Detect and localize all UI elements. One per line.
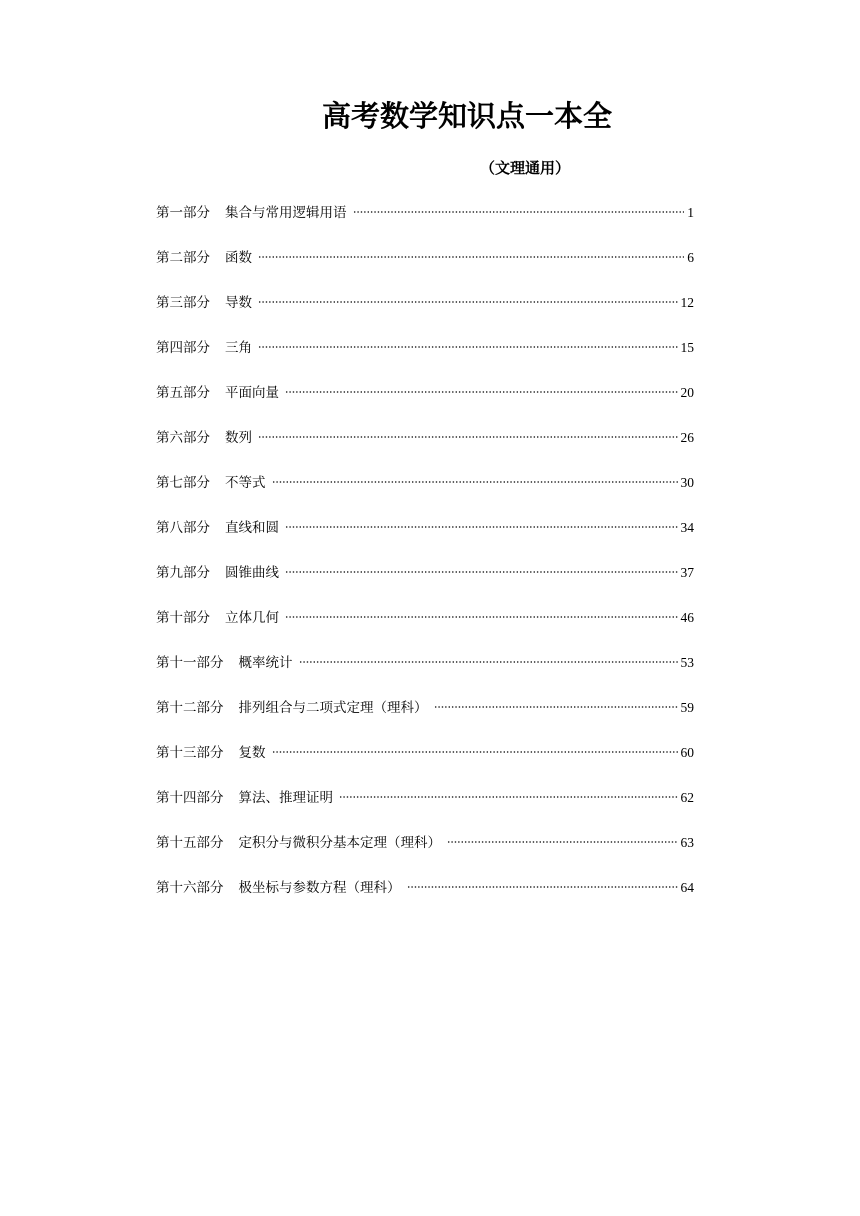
toc-page-number: 15 bbox=[680, 340, 694, 355]
toc-section-name: 算法、推理证明 bbox=[238, 790, 333, 806]
toc-dot-leader bbox=[285, 570, 678, 574]
toc-entry[interactable] bbox=[156, 337, 694, 382]
toc-page-number: 12 bbox=[680, 295, 694, 310]
toc-page-number: 62 bbox=[680, 790, 694, 805]
toc-entry[interactable] bbox=[156, 652, 694, 697]
toc-section-name: 集合与常用逻辑用语 bbox=[225, 205, 347, 221]
toc-dot-leader bbox=[299, 660, 678, 664]
toc-section-name: 直线和圆 bbox=[225, 520, 279, 536]
toc-entry[interactable] bbox=[156, 877, 694, 922]
toc-dot-leader bbox=[258, 435, 678, 439]
toc-entry[interactable] bbox=[156, 382, 694, 427]
table-of-contents bbox=[156, 202, 694, 922]
toc-entry[interactable] bbox=[156, 697, 694, 742]
toc-page-number: 37 bbox=[680, 565, 694, 580]
toc-part-label: 第二部分 bbox=[156, 250, 210, 266]
toc-page-number: 60 bbox=[680, 745, 694, 760]
toc-entry[interactable] bbox=[156, 427, 694, 472]
toc-entry[interactable] bbox=[156, 202, 694, 247]
toc-part-label: 第十二部分 bbox=[156, 700, 224, 716]
toc-part-label: 第十六部分 bbox=[156, 880, 224, 896]
toc-dot-leader bbox=[272, 750, 678, 754]
toc-part-label: 第四部分 bbox=[156, 340, 210, 356]
toc-section-name: 导数 bbox=[225, 295, 252, 311]
toc-entry[interactable] bbox=[156, 787, 694, 832]
toc-dot-leader bbox=[258, 345, 678, 349]
toc-entry[interactable] bbox=[156, 832, 694, 877]
toc-page-number: 53 bbox=[680, 655, 694, 670]
toc-section-name: 排列组合与二项式定理（理科） bbox=[238, 700, 428, 716]
toc-part-label: 第十部分 bbox=[156, 610, 210, 626]
toc-section-name: 复数 bbox=[238, 745, 266, 761]
toc-dot-leader bbox=[258, 300, 678, 304]
toc-dot-leader bbox=[407, 885, 678, 889]
toc-dot-leader bbox=[353, 210, 685, 214]
toc-section-name: 三角 bbox=[225, 340, 252, 356]
toc-section-name: 数列 bbox=[225, 430, 252, 446]
toc-page-number: 1 bbox=[687, 205, 694, 220]
toc-dot-leader bbox=[285, 525, 678, 529]
toc-page-number: 6 bbox=[687, 250, 694, 265]
toc-section-name: 极坐标与参数方程（理科） bbox=[238, 880, 401, 896]
toc-page-number: 20 bbox=[680, 385, 694, 400]
toc-part-label: 第八部分 bbox=[156, 520, 210, 536]
toc-section-name: 立体几何 bbox=[225, 610, 279, 626]
toc-entry[interactable] bbox=[156, 292, 694, 337]
toc-page-number: 46 bbox=[680, 610, 694, 625]
toc-part-label: 第九部分 bbox=[156, 565, 210, 581]
toc-entry[interactable] bbox=[156, 562, 694, 607]
toc-part-label: 第一部分 bbox=[156, 205, 210, 221]
toc-page-number: 59 bbox=[680, 700, 694, 715]
document-subtitle: （文理通用） bbox=[480, 159, 571, 177]
toc-entry[interactable] bbox=[156, 742, 694, 787]
toc-page-number: 63 bbox=[680, 835, 694, 850]
toc-dot-leader bbox=[272, 480, 678, 484]
toc-section-name: 不等式 bbox=[225, 475, 266, 491]
toc-page-number: 34 bbox=[680, 520, 694, 535]
toc-part-label: 第十一部分 bbox=[156, 655, 224, 671]
toc-dot-leader bbox=[285, 390, 678, 394]
title-container bbox=[0, 96, 860, 136]
toc-part-label: 第十四部分 bbox=[156, 790, 224, 806]
toc-page-number: 64 bbox=[680, 880, 694, 895]
toc-part-label: 第五部分 bbox=[156, 385, 210, 401]
toc-page-number: 26 bbox=[680, 430, 694, 445]
toc-part-label: 第六部分 bbox=[156, 430, 210, 446]
toc-section-name: 概率统计 bbox=[238, 655, 293, 671]
toc-section-name: 定积分与微积分基本定理（理科） bbox=[238, 835, 441, 851]
toc-section-name: 平面向量 bbox=[225, 385, 279, 401]
toc-dot-leader bbox=[434, 705, 678, 709]
toc-dot-leader bbox=[285, 615, 678, 619]
toc-part-label: 第十五部分 bbox=[156, 835, 224, 851]
toc-dot-leader bbox=[447, 840, 678, 844]
toc-part-label: 第七部分 bbox=[156, 475, 210, 491]
toc-section-name: 圆锥曲线 bbox=[225, 565, 279, 581]
toc-dot-leader bbox=[258, 255, 684, 259]
toc-entry[interactable] bbox=[156, 472, 694, 517]
document-title: 高考数学知识点一本全 bbox=[322, 99, 613, 133]
toc-part-label: 第十三部分 bbox=[156, 745, 224, 761]
toc-entry[interactable] bbox=[156, 517, 694, 562]
toc-section-name: 函数 bbox=[225, 250, 252, 266]
toc-entry[interactable] bbox=[156, 607, 694, 652]
toc-dot-leader bbox=[339, 795, 678, 799]
toc-entry[interactable] bbox=[156, 247, 694, 292]
toc-page-number: 30 bbox=[680, 475, 694, 490]
toc-part-label: 第三部分 bbox=[156, 295, 210, 311]
